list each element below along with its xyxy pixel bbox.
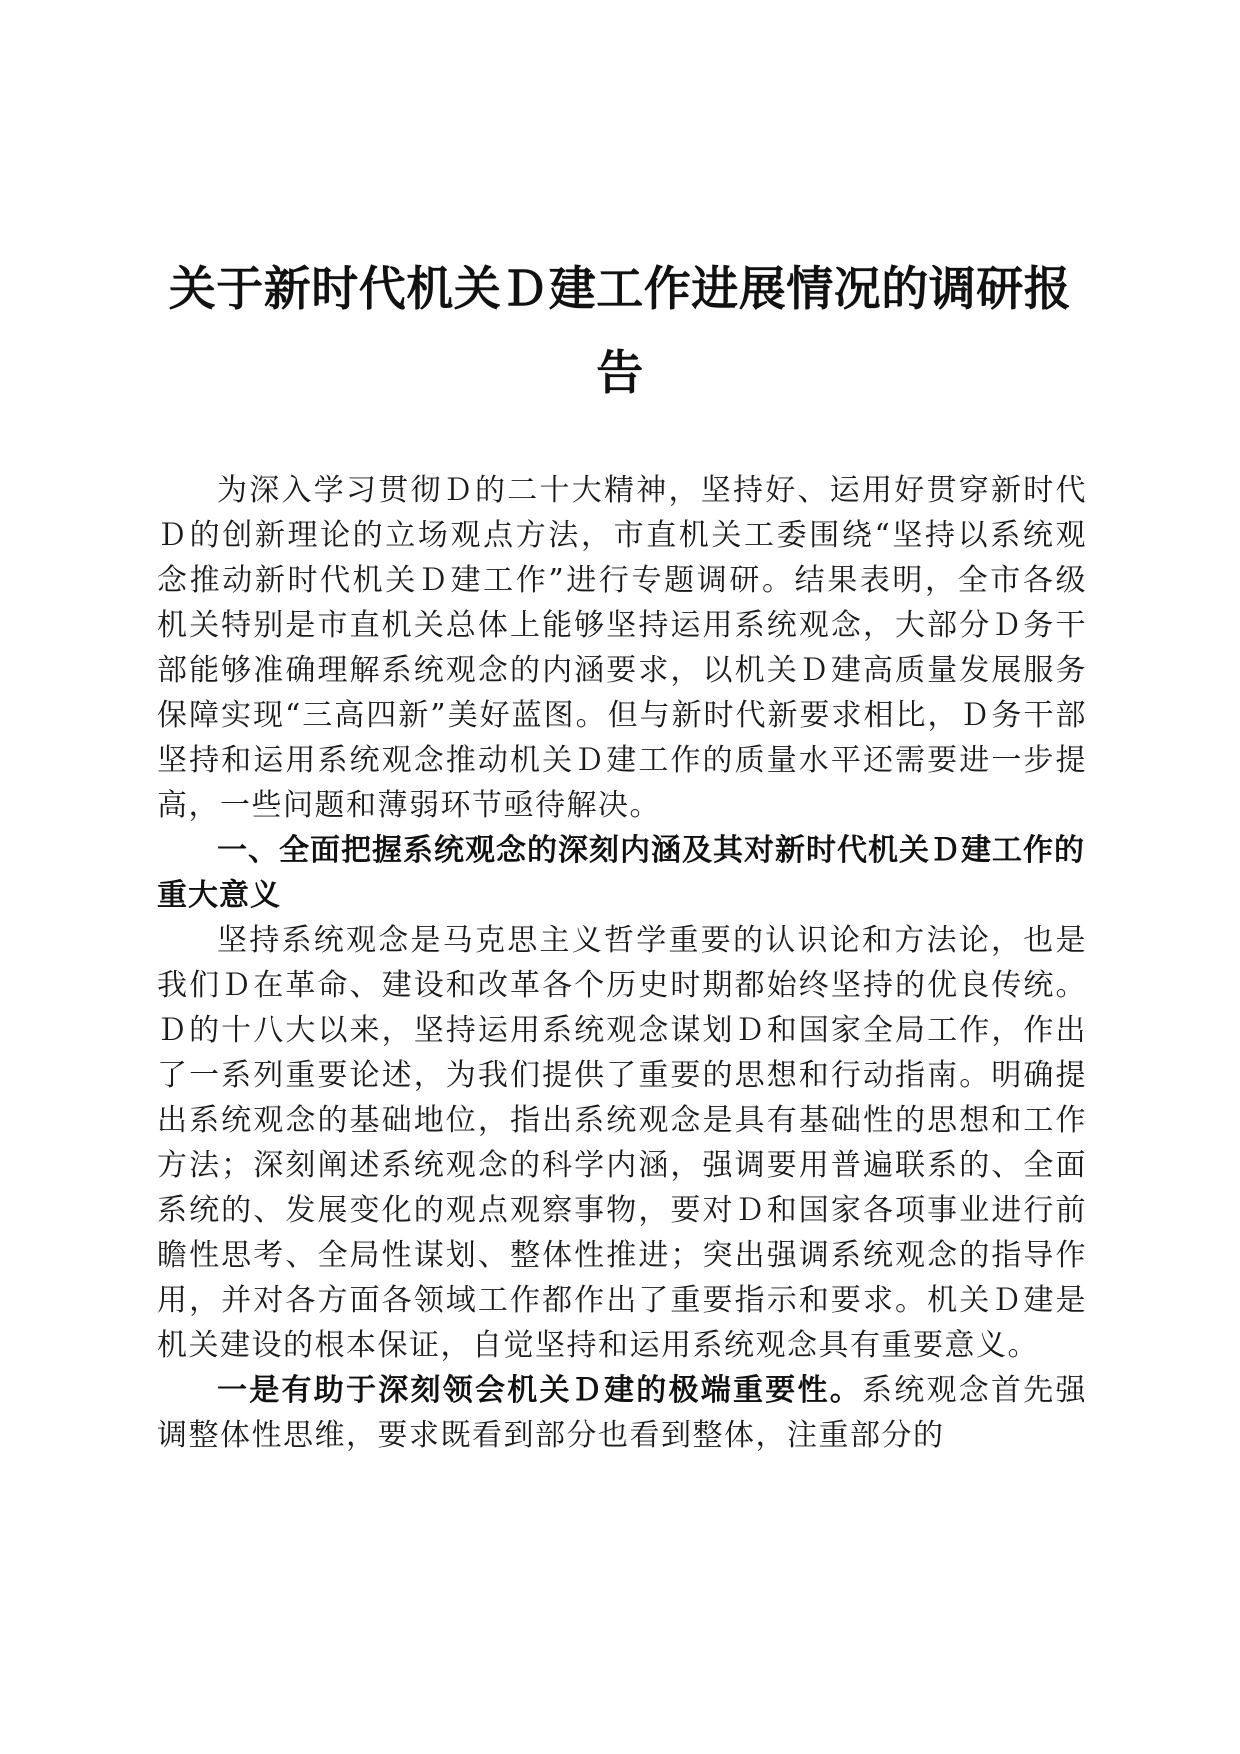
- document-body: [157, 468, 1087, 1458]
- section-heading-1: 一、全面把握系统观念的深刻内涵及其对新时代机关Ｄ建工作的重大意义: [157, 833, 1085, 913]
- intro-paragraph: 为深入学习贯彻Ｄ的二十大精神，坚持好、运用好贯穿新时代Ｄ的创新理论的立场观点方法，市直机关工委围绕“坚持以系统观念推动新时代机关Ｄ建工作”进行专题调研。结果表明，全市各级机关特别是市直机关总体上能够坚持运用系统观念，大部分Ｄ务干部能够准确理解系统观念的内涵要求，以机关Ｄ建高质量发展服务保障实现“三高四新”美好蓝图。但与新时代新要求相比，Ｄ务干部坚持和运用系统观念推动机关Ｄ建工作的质量水平还需要进一步提高，一些问题和薄弱环节亟待解决。: [157, 473, 1087, 823]
- point-1-text: 系统观念首先强调整体性思维，要求既看到部分也看到整体，注重部分的: [157, 1373, 1087, 1453]
- point-1-lead: 一是有助于深刻领会机关Ｄ建的极端重要性。: [217, 1373, 862, 1408]
- section-1-paragraph: 坚持系统观念是马克思主义哲学重要的认识论和方法论，也是我们Ｄ在革命、建设和改革各个历史时期都始终坚持的优良传统。Ｄ的十八大以来，坚持运用系统观念谋划Ｄ和国家全局工作，作出了一系列重要论述，为我们提供了重要的思想和行动指南。明确提出系统观念的基础地位，指出系统观念是具有基础性的思想和工作方法；深刻阐述系统观念的科学内涵，强调要用普遍联系的、全面系统的、发展变化的观点观察事物，要对Ｄ和国家各项事业进行前瞻性思考、全局性谋划、整体性推进；突出强调系统观念的指导作用，并对各方面各领域工作都作出了重要指示和要求。机关Ｄ建是机关建设的根本保证，自觉坚持和运用系统观念具有重要意义。: [157, 923, 1087, 1363]
- point-1-paragraph: [157, 1368, 1087, 1458]
- document-title: 关于新时代机关Ｄ建工作进展情况的调研报告: [168, 262, 1072, 401]
